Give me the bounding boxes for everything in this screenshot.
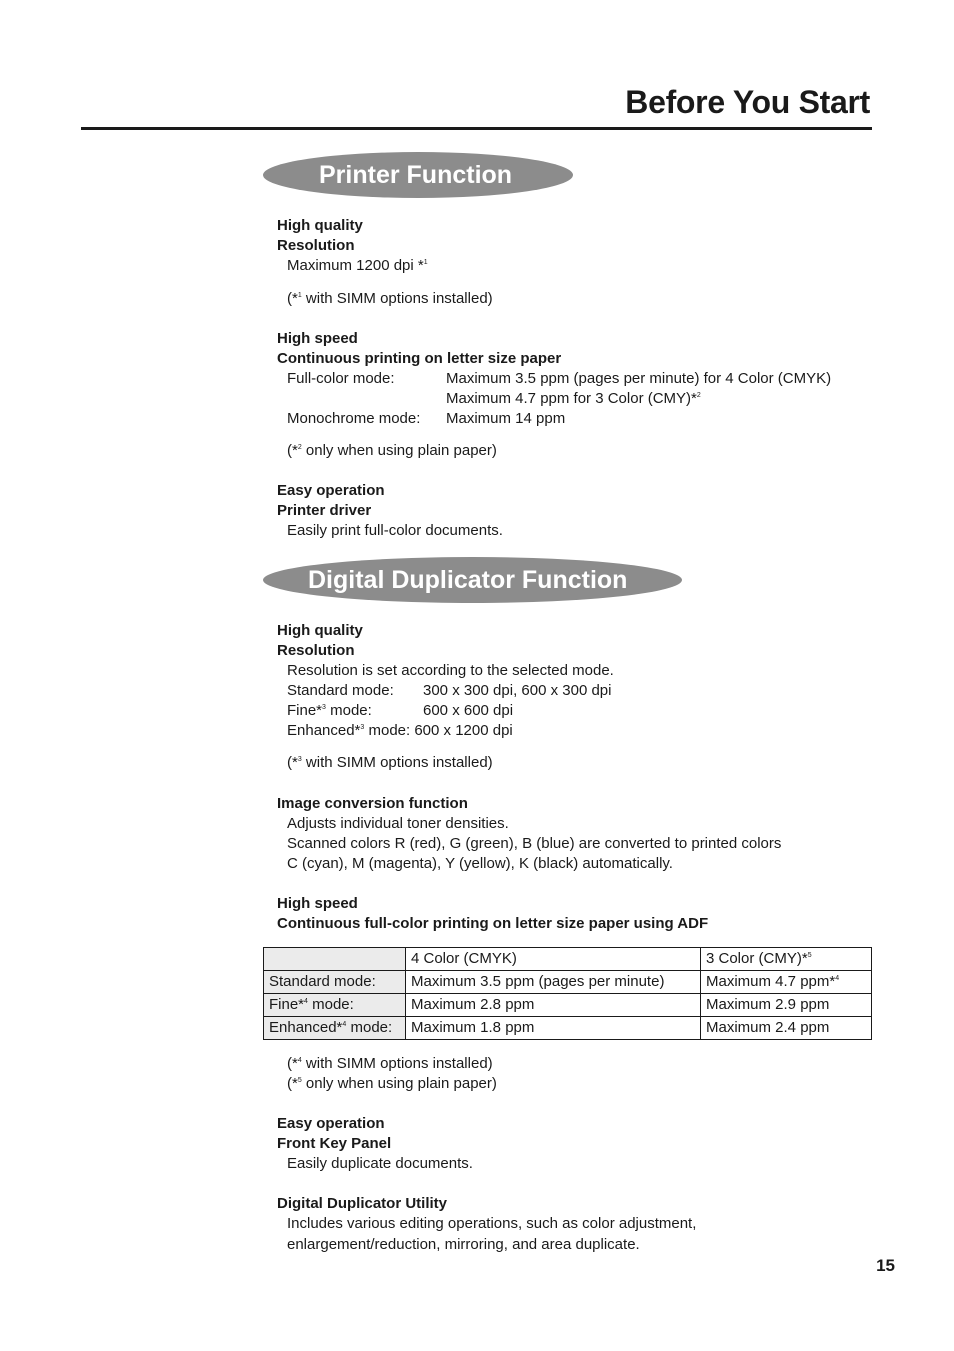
table-cell: Maximum 1.8 ppm xyxy=(406,1017,701,1040)
printer-res-heading: Resolution xyxy=(277,237,355,254)
speed-table xyxy=(263,947,872,1040)
label-text: Fine* xyxy=(269,996,305,1013)
footnote-mark: 1 xyxy=(423,259,428,266)
footnote-mark: 3 xyxy=(322,704,326,711)
duplicator-section-title: Digital Duplicator Function xyxy=(263,557,682,603)
fullcolor-value-2 xyxy=(446,389,701,409)
footnote-mark: 2 xyxy=(696,392,701,399)
fkp-heading: Front Key Panel xyxy=(277,1135,392,1152)
note-prefix: (* xyxy=(287,290,298,307)
table-row-label xyxy=(264,994,406,1017)
ic-line-1: Adjusts individual toner densities. xyxy=(287,815,509,832)
printer-cont-heading: Continuous printing on letter size paper xyxy=(277,350,562,367)
footnote-mark: 5 xyxy=(297,1077,302,1084)
footnote-mark: 4 xyxy=(304,998,308,1005)
note-text: only when using plain paper) xyxy=(301,442,497,459)
dup-eo-heading: Easy operation xyxy=(277,1115,385,1132)
dup-hs-heading: High speed xyxy=(277,895,358,912)
ddu-line-1: Includes various editing operations, such as color adjustment, xyxy=(287,1215,697,1232)
footnote-mark: 4 xyxy=(835,975,840,982)
std-mode-label: Standard mode: xyxy=(287,682,394,699)
dup-hq-heading: High quality xyxy=(277,622,363,639)
printer-driver-heading: Printer driver xyxy=(277,502,372,519)
printer-res-max-text: Maximum 1200 dpi * xyxy=(287,257,424,274)
printer-hs-heading: High speed xyxy=(277,330,358,347)
footnote-mark: 1 xyxy=(297,292,302,299)
ddu-heading: Digital Duplicator Utility xyxy=(277,1195,448,1212)
printer-eo-heading: Easy operation xyxy=(277,482,385,499)
footnote-mark: 3 xyxy=(360,724,365,731)
printer-res-max xyxy=(287,256,428,276)
fine-mode-value: 600 x 600 dpi xyxy=(423,702,514,719)
table-cell: Maximum 2.4 ppm xyxy=(701,1017,872,1040)
header-text: 3 Color (CMY)* xyxy=(706,950,808,967)
table-cell xyxy=(701,971,872,994)
page-number: 15 xyxy=(876,1256,895,1275)
printer-section-title: Printer Function xyxy=(263,152,573,198)
footnote-mark: 3 xyxy=(297,756,302,763)
label-text: Enhanced* xyxy=(269,1019,343,1036)
note-prefix: (* xyxy=(287,754,298,771)
page-title: Before You Start xyxy=(625,84,870,120)
ic-line-3: C (cyan), M (magenta), Y (yellow), K (black) automatically. xyxy=(287,855,673,872)
dup-cont-heading: Continuous full-color printing on letter size paper using ADF xyxy=(277,915,709,932)
enhanced-mode-line xyxy=(287,721,513,741)
mono-value: Maximum 14 ppm xyxy=(446,410,566,427)
label-text: mode: xyxy=(307,996,354,1013)
table-row xyxy=(264,948,872,971)
footnote-mark: 4 xyxy=(297,1057,302,1064)
note-prefix: (* xyxy=(287,442,298,459)
dup-res-intro: Resolution is set according to the selected mode. xyxy=(287,662,614,679)
ic-heading: Image conversion function xyxy=(277,795,468,812)
table-cell: Maximum 2.8 ppm xyxy=(406,994,701,1017)
note-prefix: (* xyxy=(287,1075,298,1092)
fullcolor-label: Full-color mode: xyxy=(287,370,395,387)
title-rule xyxy=(81,127,872,130)
ddu-line-2: enlargement/reduction, mirroring, and area duplicate. xyxy=(287,1236,640,1253)
dup-note-4 xyxy=(287,1054,493,1074)
printer-note-2 xyxy=(287,441,497,461)
fullcolor-value-2-text: Maximum 4.7 ppm for 3 Color (CMY)* xyxy=(446,390,697,407)
cell-text: Maximum 4.7 ppm* xyxy=(706,973,836,990)
note-text: with SIMM options installed) xyxy=(301,290,493,307)
table-cell: Maximum 2.9 ppm xyxy=(701,994,872,1017)
ic-line-2: Scanned colors R (red), G (green), B (blue) are converted to printed colors xyxy=(287,835,782,852)
table-row xyxy=(264,994,872,1017)
printer-note-1 xyxy=(287,289,493,309)
table-cell: Maximum 3.5 ppm (pages per minute) xyxy=(406,971,701,994)
table-row-label xyxy=(264,1017,406,1040)
table-row xyxy=(264,1017,872,1040)
std-mode-value: 300 x 300 dpi, 600 x 300 dpi xyxy=(423,682,612,699)
fine-mode-label xyxy=(287,701,372,721)
table-cell-empty xyxy=(264,948,406,971)
dup-note-5 xyxy=(287,1074,497,1094)
note-prefix: (* xyxy=(287,1055,298,1072)
table-header-3color xyxy=(701,948,872,971)
printer-driver-text: Easily print full-color documents. xyxy=(287,522,503,539)
footnote-mark: 4 xyxy=(342,1021,347,1028)
note-text: with SIMM options installed) xyxy=(301,754,493,771)
dup-res-heading: Resolution xyxy=(277,642,355,659)
printer-hq-heading: High quality xyxy=(277,217,363,234)
footnote-mark: 2 xyxy=(297,444,302,451)
label-text: Enhanced* xyxy=(287,722,361,739)
footnote-mark: 5 xyxy=(807,952,812,959)
label-text: mode: xyxy=(364,722,411,739)
table-header-4color: 4 Color (CMYK) xyxy=(406,948,701,971)
label-text: Fine* xyxy=(287,702,323,719)
note-text: only when using plain paper) xyxy=(301,1075,497,1092)
table-row xyxy=(264,971,872,994)
fkp-text: Easily duplicate documents. xyxy=(287,1155,473,1172)
label-text: mode: xyxy=(346,1019,393,1036)
mono-label: Monochrome mode: xyxy=(287,410,421,427)
table-row-label: Standard mode: xyxy=(264,971,406,994)
fullcolor-value-1: Maximum 3.5 ppm (pages per minute) for 4 Color (CMYK) xyxy=(446,370,832,387)
note-text: with SIMM options installed) xyxy=(301,1055,493,1072)
label-text: mode: xyxy=(325,702,372,719)
enhanced-mode-value: 600 x 1200 dpi xyxy=(414,722,513,739)
dup-note-3 xyxy=(287,753,493,773)
